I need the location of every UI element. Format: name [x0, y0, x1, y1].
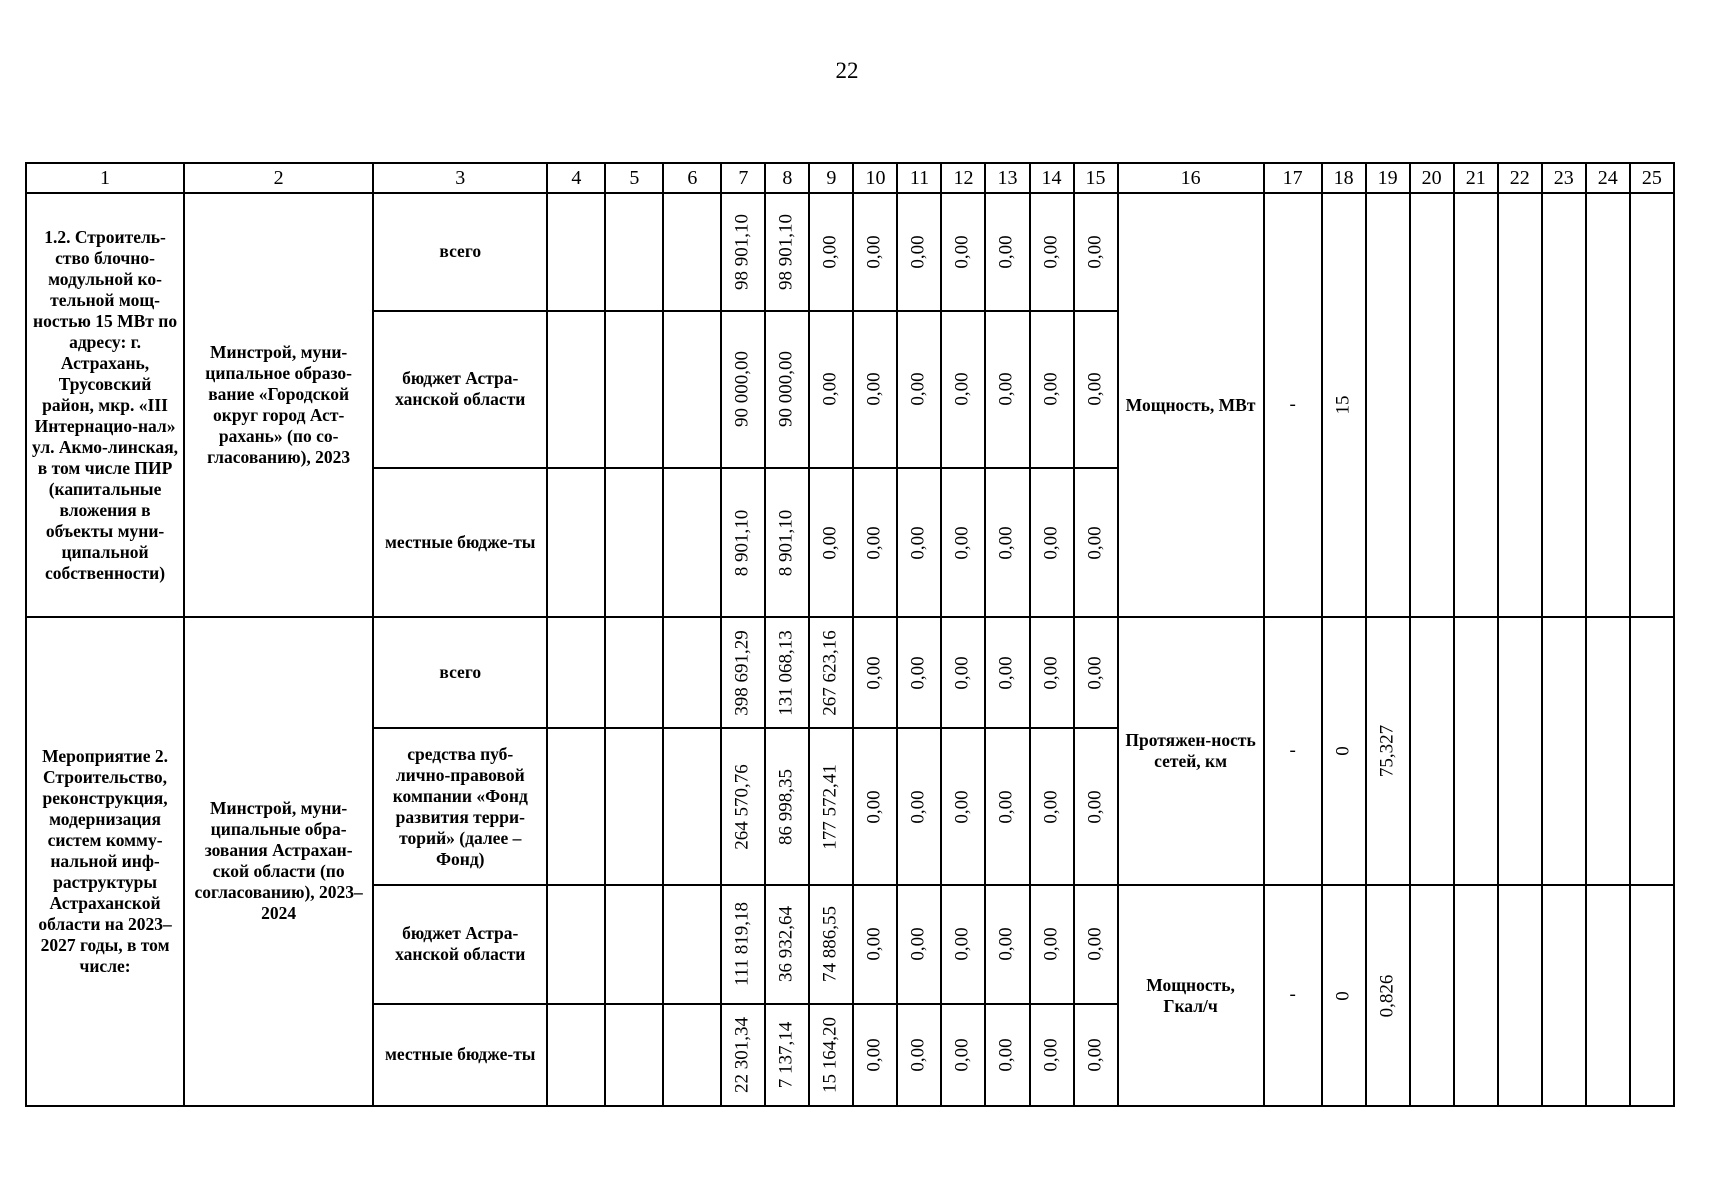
b1-source-regional: бюджет Астра-ханской области — [373, 311, 547, 469]
value-text: 0,00 — [908, 372, 930, 407]
value-text: 0,00 — [864, 1038, 886, 1072]
value-text: 86 998,35 — [776, 768, 798, 845]
header-cell-2: 2 — [184, 163, 373, 193]
b1-r2-c15 — [1074, 311, 1118, 469]
value-text: 0,00 — [1040, 372, 1062, 407]
value-text: 0,00 — [908, 790, 930, 824]
value-text: 8 901,10 — [731, 509, 753, 576]
empty-cell — [547, 728, 605, 885]
empty-cell — [1630, 193, 1674, 617]
value-text: 15 164,20 — [820, 1016, 842, 1093]
empty-cell — [547, 617, 605, 728]
value-text: 0,00 — [864, 656, 886, 690]
value-text: 0,00 — [996, 1038, 1018, 1072]
b2-r3-c9 — [809, 885, 853, 1004]
header-cell-1: 1 — [26, 163, 184, 193]
header-cell-17: 17 — [1264, 163, 1322, 193]
value-text: 98 901,10 — [776, 213, 798, 290]
b2-r1-c7 — [721, 617, 765, 728]
value-text: 0 — [1332, 990, 1354, 1001]
b2-row-total — [26, 617, 1674, 728]
b1-c17: - — [1264, 193, 1322, 617]
b2-r2-c8 — [765, 728, 809, 885]
header-cell-21: 21 — [1454, 163, 1498, 193]
b1-r1-c14 — [1030, 193, 1074, 310]
empty-cell — [1498, 617, 1542, 885]
value-text: 0,00 — [1040, 927, 1062, 961]
b2-r4-c9 — [809, 1004, 853, 1106]
empty-cell — [663, 617, 721, 728]
value-text: 0,00 — [908, 235, 930, 269]
value-text: 36 932,64 — [776, 906, 798, 983]
value-text: 0,00 — [952, 656, 974, 690]
b1-r1-c13 — [985, 193, 1029, 310]
empty-cell — [547, 311, 605, 469]
b1-r3-c7 — [721, 468, 765, 617]
b2-indicator-power: Мощность, Гкал/ч — [1118, 885, 1264, 1106]
b2-r3-c14 — [1030, 885, 1074, 1004]
empty-cell — [1498, 193, 1542, 617]
value-text: 0,00 — [952, 235, 974, 269]
b1-c18 — [1322, 193, 1366, 617]
value-text: 0,826 — [1376, 974, 1398, 1017]
b1-source-local: местные бюдже-ты — [373, 468, 547, 617]
b2-r4-c15 — [1074, 1004, 1118, 1106]
empty-cell — [1542, 885, 1586, 1106]
b1-r2-c11 — [897, 311, 941, 469]
value-text: 0,00 — [952, 525, 974, 560]
b1-r1-c10 — [853, 193, 897, 310]
b2-r2-c12 — [941, 728, 985, 885]
b2-r3-c10 — [853, 885, 897, 1004]
empty-cell — [1410, 617, 1454, 885]
header-cell-24: 24 — [1586, 163, 1630, 193]
empty-cell — [1454, 193, 1498, 617]
b2-measure-name: Мероприятие 2. Строительство, реконструкция, модернизация систем комму-нальной инф-раструктуры Астраханской области на 2023–2027 годы, в том числе: — [26, 617, 184, 1106]
b1-r3-c15 — [1074, 468, 1118, 617]
b2-r1-c9 — [809, 617, 853, 728]
empty-cell — [547, 885, 605, 1004]
b2-c17-a: - — [1264, 617, 1322, 885]
b2-r3-c12 — [941, 885, 985, 1004]
b1-measure-name: 1.2. Строитель-ство блочно-модульной ко-тельной мощ-ностью 15 МВт по адресу: г. Астрахань, Трусовский район, мкр. «III Интернацио-нал» ул. Акмо-линская, в том числе ПИР (капитальные вложения в объекты муни-ципальной собственности) — [26, 193, 184, 617]
value-text: 0,00 — [1084, 372, 1106, 407]
header-cell-16: 16 — [1118, 163, 1264, 193]
b2-r4-c14 — [1030, 1004, 1074, 1106]
value-text: 267 623,16 — [820, 629, 842, 716]
b2-r2-c15 — [1074, 728, 1118, 885]
empty-cell — [605, 617, 663, 728]
header-cell-22: 22 — [1498, 163, 1542, 193]
empty-cell — [1498, 885, 1542, 1106]
value-text: 0,00 — [864, 235, 886, 269]
b2-c19-a — [1366, 617, 1410, 885]
empty-cell — [663, 1004, 721, 1106]
b2-r1-c15 — [1074, 617, 1118, 728]
b1-r3-c14 — [1030, 468, 1074, 617]
empty-cell — [663, 468, 721, 617]
empty-cell — [605, 885, 663, 1004]
empty-cell — [605, 1004, 663, 1106]
empty-cell — [1586, 617, 1630, 885]
header-cell-6: 6 — [663, 163, 721, 193]
b1-c19 — [1366, 193, 1410, 617]
b2-r2-c14 — [1030, 728, 1074, 885]
value-text: 0,00 — [952, 790, 974, 824]
b2-r2-c10 — [853, 728, 897, 885]
value-text: 0,00 — [1040, 1038, 1062, 1072]
value-text: 0,00 — [996, 927, 1018, 961]
empty-cell — [1454, 885, 1498, 1106]
b2-r1-c12 — [941, 617, 985, 728]
b1-r3-c11 — [897, 468, 941, 617]
value-text: 111 819,18 — [731, 902, 753, 987]
page-number: 22 — [835, 58, 859, 83]
value-text: 0,00 — [1084, 1038, 1106, 1072]
b1-r3-c12 — [941, 468, 985, 617]
value-text: 0,00 — [864, 525, 886, 560]
b2-r4-c13 — [985, 1004, 1029, 1106]
empty-cell — [547, 193, 605, 310]
b2-r1-c10 — [853, 617, 897, 728]
b2-r3-c13 — [985, 885, 1029, 1004]
header-cell-8: 8 — [765, 163, 809, 193]
header-cell-25: 25 — [1630, 163, 1674, 193]
header-cell-12: 12 — [941, 163, 985, 193]
b1-row-total — [26, 193, 1674, 310]
b2-r2-c9 — [809, 728, 853, 885]
header-cell-3: 3 — [373, 163, 547, 193]
b1-responsible: Минстрой, муни-ципальное образо-вание «Городской округ город Аст-рахань» (по со-гласованию), 2023 — [184, 193, 373, 617]
b1-r1-c8 — [765, 193, 809, 310]
value-text: 0,00 — [996, 525, 1018, 560]
b1-r2-c7 — [721, 311, 765, 469]
value-text: 0,00 — [820, 525, 842, 560]
b2-c17-b: - — [1264, 885, 1322, 1106]
value-text: 398 691,29 — [731, 629, 753, 716]
header-cell-19: 19 — [1366, 163, 1410, 193]
b1-indicator: Мощность, МВт — [1118, 193, 1264, 617]
value-text: 0,00 — [908, 927, 930, 961]
b2-r2-c11 — [897, 728, 941, 885]
value-text: 0,00 — [952, 372, 974, 407]
program-table — [25, 162, 1675, 1107]
value-text: 7 137,14 — [776, 1021, 798, 1088]
b2-r4-c8 — [765, 1004, 809, 1106]
header-cell-13: 13 — [985, 163, 1029, 193]
b1-r3-c13 — [985, 468, 1029, 617]
value-text: 15 — [1332, 395, 1354, 415]
b1-r2-c8 — [765, 311, 809, 469]
b2-r1-c8 — [765, 617, 809, 728]
b2-r4-c10 — [853, 1004, 897, 1106]
b2-r1-c13 — [985, 617, 1029, 728]
value-text: 90 000,00 — [776, 351, 798, 428]
empty-cell — [1454, 617, 1498, 885]
value-text: 0,00 — [1084, 790, 1106, 824]
value-text: 131 068,13 — [776, 629, 798, 716]
header-cell-18: 18 — [1322, 163, 1366, 193]
value-text: 264 570,76 — [731, 763, 753, 850]
value-text: 0,00 — [908, 656, 930, 690]
b2-responsible: Минстрой, муни-ципальные обра-зования Астрахан-ской области (по согласованию), 2023–2024 — [184, 617, 373, 1106]
value-text: 0,00 — [1084, 927, 1106, 961]
empty-cell — [605, 193, 663, 310]
value-text: 177 572,41 — [820, 763, 842, 850]
value-text: 22 301,34 — [731, 1016, 753, 1093]
header-cell-14: 14 — [1030, 163, 1074, 193]
empty-cell — [1410, 193, 1454, 617]
value-text: 0,00 — [952, 927, 974, 961]
b2-c18-b — [1322, 885, 1366, 1106]
empty-cell — [605, 311, 663, 469]
b2-r3-c7 — [721, 885, 765, 1004]
value-text: 90 000,00 — [731, 351, 753, 428]
b2-r3-c15 — [1074, 885, 1118, 1004]
value-text: 0,00 — [996, 656, 1018, 690]
b1-r1-c11 — [897, 193, 941, 310]
b2-source-fund: средства пуб-лично-правовой компании «Фонд развития терри-торий» (далее – Фонд) — [373, 728, 547, 885]
b1-r2-c13 — [985, 311, 1029, 469]
empty-cell — [605, 468, 663, 617]
empty-cell — [1586, 885, 1630, 1106]
empty-cell — [1542, 617, 1586, 885]
empty-cell — [1586, 193, 1630, 617]
b2-r4-c11 — [897, 1004, 941, 1106]
value-text: 0,00 — [908, 1038, 930, 1072]
b2-r4-c12 — [941, 1004, 985, 1106]
empty-cell — [605, 728, 663, 885]
header-cell-7: 7 — [721, 163, 765, 193]
header-row — [26, 163, 1674, 193]
b1-r1-c9 — [809, 193, 853, 310]
b2-r2-c7 — [721, 728, 765, 885]
b1-r1-c7 — [721, 193, 765, 310]
header-cell-11: 11 — [897, 163, 941, 193]
value-text: 0,00 — [1084, 656, 1106, 690]
value-text: 0,00 — [820, 235, 842, 269]
value-text: 8 901,10 — [776, 509, 798, 576]
b1-r3-c8 — [765, 468, 809, 617]
empty-cell — [1630, 617, 1674, 885]
value-text: 0,00 — [908, 525, 930, 560]
value-text: 0,00 — [1040, 235, 1062, 269]
header-cell-5: 5 — [605, 163, 663, 193]
b1-r2-c9 — [809, 311, 853, 469]
b1-r3-c9 — [809, 468, 853, 617]
empty-cell — [663, 193, 721, 310]
b2-source-total: всего — [373, 617, 547, 728]
b2-source-local: местные бюдже-ты — [373, 1004, 547, 1106]
value-text: 74 886,55 — [820, 906, 842, 983]
value-text: 0,00 — [952, 1038, 974, 1072]
empty-cell — [663, 728, 721, 885]
empty-cell — [1410, 885, 1454, 1106]
value-text: 0,00 — [1040, 656, 1062, 690]
b1-r3-c10 — [853, 468, 897, 617]
value-text: 98 901,10 — [731, 213, 753, 290]
value-text: 0,00 — [864, 927, 886, 961]
value-text: 0,00 — [996, 372, 1018, 407]
b2-c19-b — [1366, 885, 1410, 1106]
empty-cell — [1542, 193, 1586, 617]
empty-cell — [663, 885, 721, 1004]
b2-r1-c14 — [1030, 617, 1074, 728]
value-text: 0,00 — [1084, 525, 1106, 560]
value-text: 0,00 — [1040, 525, 1062, 560]
b2-r3-c11 — [897, 885, 941, 1004]
value-text: 0,00 — [996, 235, 1018, 269]
empty-cell — [547, 1004, 605, 1106]
b2-r3-c8 — [765, 885, 809, 1004]
b1-r2-c12 — [941, 311, 985, 469]
b2-r4-c7 — [721, 1004, 765, 1106]
value-text: 0,00 — [820, 372, 842, 407]
header-cell-4: 4 — [547, 163, 605, 193]
empty-cell — [1630, 885, 1674, 1106]
b2-source-regional: бюджет Астра-ханской области — [373, 885, 547, 1004]
b2-indicator-length: Протяжен-ность сетей, км — [1118, 617, 1264, 885]
empty-cell — [547, 468, 605, 617]
b1-r1-c15 — [1074, 193, 1118, 310]
b2-r1-c11 — [897, 617, 941, 728]
value-text: 0,00 — [864, 372, 886, 407]
header-cell-15: 15 — [1074, 163, 1118, 193]
header-cell-10: 10 — [853, 163, 897, 193]
b1-source-total: всего — [373, 193, 547, 310]
b2-c18-a — [1322, 617, 1366, 885]
value-text: 0,00 — [1040, 790, 1062, 824]
header-cell-20: 20 — [1410, 163, 1454, 193]
empty-cell — [663, 311, 721, 469]
value-text: 0,00 — [864, 790, 886, 824]
value-text: 0 — [1332, 746, 1354, 756]
value-text: 0,00 — [996, 790, 1018, 824]
header-cell-9: 9 — [809, 163, 853, 193]
b1-r2-c10 — [853, 311, 897, 469]
b1-r2-c14 — [1030, 311, 1074, 469]
value-text: 0,00 — [1084, 235, 1106, 269]
b2-r2-c13 — [985, 728, 1029, 885]
header-cell-23: 23 — [1542, 163, 1586, 193]
b1-r1-c12 — [941, 193, 985, 310]
value-text: 75,327 — [1376, 724, 1398, 778]
